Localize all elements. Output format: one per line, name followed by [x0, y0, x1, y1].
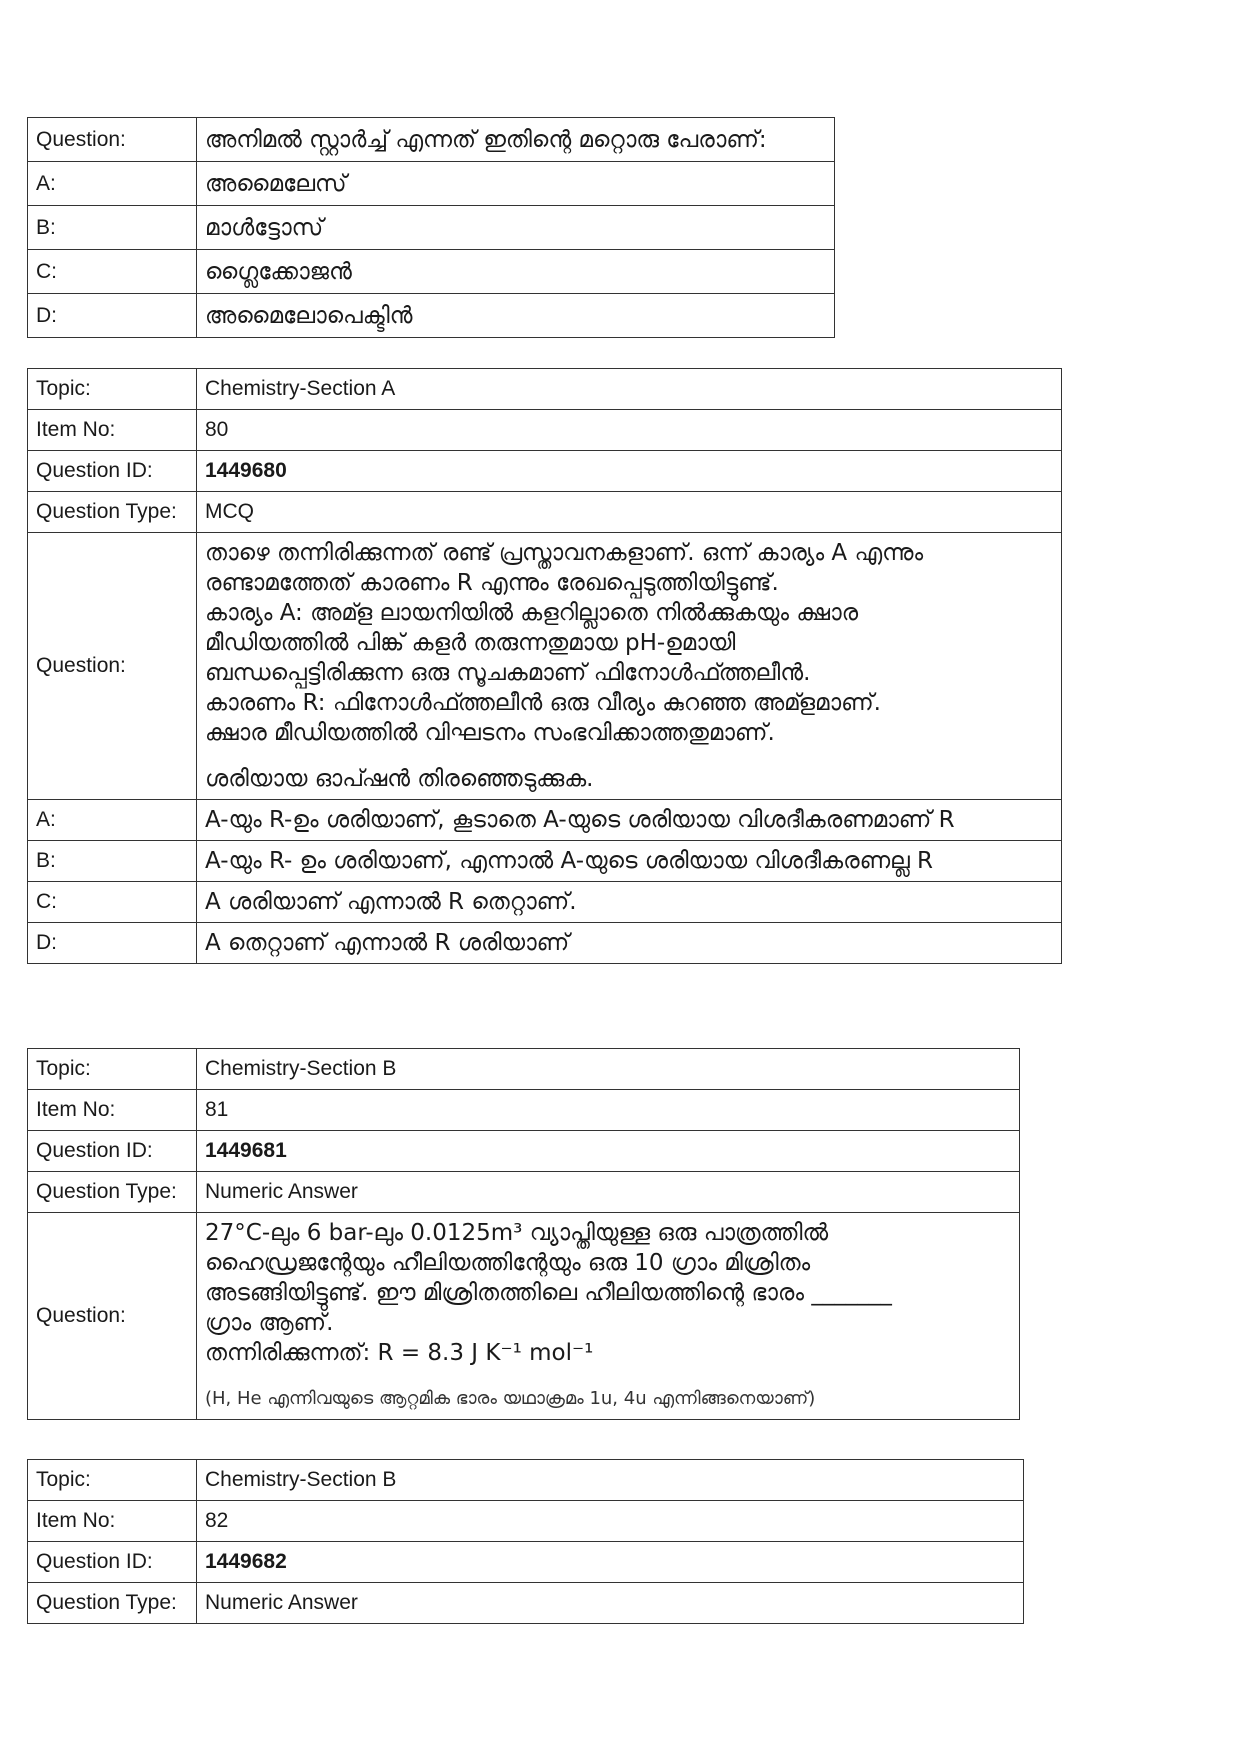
option-d-label: D: [28, 294, 197, 338]
option-d-text: അമൈലോപെക്ടിൻ [197, 294, 835, 338]
topic-label: Topic: [28, 1460, 197, 1501]
topic-label: Topic: [28, 1049, 197, 1090]
question-row [28, 1213, 1020, 1420]
question-id-label: Question ID: [28, 1542, 197, 1583]
item-no-label: Item No: [28, 1090, 197, 1131]
question-label: Question: [28, 118, 197, 162]
item-no-value: 82 [197, 1501, 1024, 1542]
option-d-label: D: [28, 923, 197, 964]
option-b-text: മാൾട്ടോസ് [197, 206, 835, 250]
question-line: രണ്ടാമത്തേത് കാരണം R എന്നും രേഖപ്പെടുത്തിയിട്ടുണ്ട്. [205, 570, 779, 596]
option-b-row [28, 841, 1062, 882]
topic-row [28, 1460, 1024, 1501]
item-no-row [28, 1090, 1020, 1131]
topic-value: Chemistry-Section A [197, 369, 1062, 410]
option-a-row [28, 800, 1062, 841]
topic-value: Chemistry-Section B [197, 1460, 1024, 1501]
option-b-text: A-യും R- ഉം ശരിയാണ്, എന്നാൽ A-യുടെ ശരിയായ വിശദീകരണല്ല R [197, 841, 1062, 882]
item-no-row [28, 410, 1062, 451]
question-line: ബന്ധപ്പെട്ടിരിക്കുന്ന ഒരു സൂചകമാണ് ഫിനോൾഫ്ത്തലീൻ. [205, 660, 811, 686]
option-c-text: A ശരിയാണ് എന്നാൽ R തെറ്റാണ്. [197, 882, 1062, 923]
option-d-row [28, 294, 835, 338]
topic-label: Topic: [28, 369, 197, 410]
item-no-value: 80 [197, 410, 1062, 451]
question-line: തന്നിരിക്കുന്നത്: R = 8.3 J K⁻¹ mol⁻¹ [205, 1340, 594, 1366]
question-line: താഴെ തന്നിരിക്കുന്നത് രണ്ട് പ്രസ്താവനകളാണ്. ഒന്ന് കാര്യം A എന്നും [205, 540, 924, 566]
option-a-row [28, 162, 835, 206]
option-a-text: A-യും R-ഉം ശരിയാണ്, കൂടാതെ A-യുടെ ശരിയായ വിശദീകരണമാണ് R [197, 800, 1062, 841]
question-id-value: 1449681 [197, 1131, 1020, 1172]
question-line: 27°C-ലും 6 bar-ലും 0.0125m³ വ്യാപ്തിയുള്ള ഒരു പാത്രത്തിൽ [205, 1220, 829, 1246]
question-id-row [28, 1131, 1020, 1172]
option-d-row [28, 923, 1062, 964]
topic-row [28, 1049, 1020, 1090]
option-c-row [28, 250, 835, 294]
question-row [28, 118, 835, 162]
option-c-label: C: [28, 250, 197, 294]
question-type-row [28, 492, 1062, 533]
option-b-row [28, 206, 835, 250]
question-line: കാര്യം A: അമ്ള ലായനിയിൽ കളറില്ലാതെ നിൽക്കുകയും ക്ഷാര [205, 600, 859, 626]
item-no-label: Item No: [28, 1501, 197, 1542]
question-line: അടങ്ങിയിട്ടുണ്ട്. ഈ മിശ്രിതത്തിലെ ഹീലിയത്തിന്റെ ഭാരം _______ [205, 1280, 892, 1306]
question-type-value: Numeric Answer [197, 1172, 1020, 1213]
question-type-value: MCQ [197, 492, 1062, 533]
question-type-row [28, 1172, 1020, 1213]
question-line: ഹൈഡ്രജന്റേയും ഹീലിയത്തിന്റേയും ഒരു 10 ഗ്രാം മിശ്രിതം [205, 1250, 811, 1276]
item-no-row [28, 1501, 1024, 1542]
question-type-row [28, 1583, 1024, 1624]
question-note: (H, He എന്നിവയുടെ ആറ്റമിക ഭാരം യഥാക്രമം 1u, 4u എന്നിങ്ങനെയാണ്) [205, 1388, 816, 1409]
question-table-80 [27, 368, 1062, 964]
question-label: Question: [28, 533, 197, 800]
question-type-value: Numeric Answer [197, 1583, 1024, 1624]
question-id-label: Question ID: [28, 1131, 197, 1172]
question-line: ഗ്രാം ആണ്. [205, 1310, 334, 1336]
question-type-label: Question Type: [28, 1583, 197, 1624]
question-id-row [28, 1542, 1024, 1583]
option-b-label: B: [28, 841, 197, 882]
question-line: ക്ഷാര മീഡിയത്തിൽ വിഘടനം സംഭവിക്കാത്തതുമാണ്. [205, 720, 775, 746]
question-id-value: 1449680 [197, 451, 1062, 492]
option-a-label: A: [28, 162, 197, 206]
topic-row [28, 369, 1062, 410]
option-c-text: ഗ്ലൈക്കോജൻ [197, 250, 835, 294]
question-row [28, 533, 1062, 800]
question-instruction: ശരിയായ ഓപ്ഷൻ തിരഞ്ഞെടുക്കുക. [205, 766, 594, 792]
question-type-label: Question Type: [28, 492, 197, 533]
question-table-81 [27, 1048, 1020, 1420]
question-label: Question: [28, 1213, 197, 1420]
option-c-label: C: [28, 882, 197, 923]
question-line: കാരണം R: ഫിനോൾഫ്ത്തലീൻ ഒരു വീര്യം കുറഞ്ഞ അമ്ളമാണ്. [205, 690, 881, 716]
option-d-text: A തെറ്റാണ് എന്നാൽ R ശരിയാണ് [197, 923, 1062, 964]
question-text [197, 1213, 1020, 1420]
question-table-82 [27, 1459, 1024, 1624]
item-no-label: Item No: [28, 410, 197, 451]
item-no-value: 81 [197, 1090, 1020, 1131]
question-id-label: Question ID: [28, 451, 197, 492]
question-id-value: 1449682 [197, 1542, 1024, 1583]
option-a-label: A: [28, 800, 197, 841]
option-c-row [28, 882, 1062, 923]
topic-value: Chemistry-Section B [197, 1049, 1020, 1090]
option-b-label: B: [28, 206, 197, 250]
question-id-row [28, 451, 1062, 492]
question-text: അനിമൽ സ്റ്റാർച്ച് എന്നത് ഇതിന്റെ മറ്റൊരു പേരാണ്: [197, 118, 835, 162]
question-line: മീഡിയത്തിൽ പിങ്ക് കളർ തരുന്നതുമായ pH-ഉമായി [205, 630, 736, 656]
question-type-label: Question Type: [28, 1172, 197, 1213]
question-table-79 [27, 117, 835, 338]
option-a-text: അമൈലേസ് [197, 162, 835, 206]
question-text [197, 533, 1062, 800]
